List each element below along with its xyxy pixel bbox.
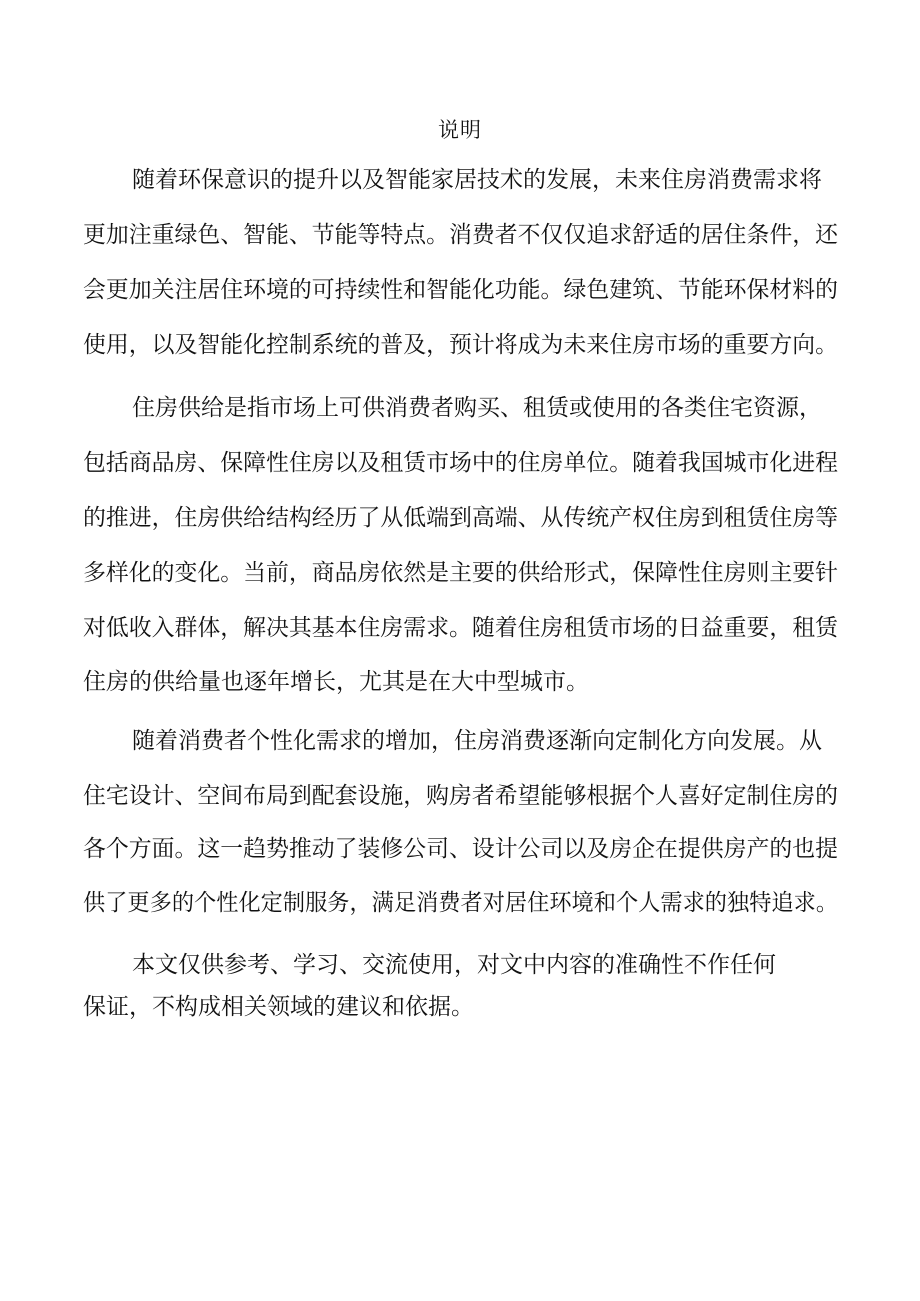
paragraph-line: 住宅设计、空间布局到配套设施，购房者希望能够根据个人喜好定制住房的: [83, 783, 838, 809]
paragraph-line: 会更加关注居住环境的可持续性和智能化功能。绿色建筑、节能环保材料的: [83, 277, 838, 303]
paragraph-line: 随着消费者个性化需求的增加，住房消费逐渐向定制化方向发展。从: [132, 728, 822, 754]
paragraph-line: 住房供给是指市场上可供消费者购买、租赁或使用的各类住宅资源，: [132, 395, 822, 421]
paragraph-line: 多样化的变化。当前，商品房依然是主要的供给形式，保障性住房则主要针: [83, 560, 838, 586]
paragraph-line: 包括商品房、保障性住房以及租赁市场中的住房单位。随着我国城市化进程: [83, 450, 838, 476]
paragraph-line: 住房的供给量也逐年增长，尤其是在大中型城市。: [83, 669, 589, 695]
paragraph-line: 对低收入群体，解决其基本住房需求。随着住房租赁市场的日益重要，租赁: [83, 615, 838, 641]
paragraph-line: 使用，以及智能化控制系统的普及，预计将成为未来住房市场的重要方向。: [83, 332, 838, 358]
document-title: 说明: [438, 118, 482, 142]
paragraph-line: 更加注重绿色、智能、节能等特点。消费者不仅仅追求舒适的居住条件，还: [83, 222, 838, 248]
paragraph-line: 的推进，住房供给结构经历了从低端到高端、从传统产权住房到租赁住房等: [83, 505, 838, 531]
paragraph-line: 随着环保意识的提升以及智能家居技术的发展，未来住房消费需求将: [132, 167, 822, 193]
paragraph-line: 保证，不构成相关领域的建议和依据。: [83, 994, 474, 1020]
paragraph-line: 本文仅供参考、学习、交流使用，对文中内容的准确性不作任何: [132, 952, 776, 978]
paragraph-line: 各个方面。这一趋势推动了装修公司、设计公司以及房企在提供房产的也提: [83, 836, 838, 862]
paragraph-line: 供了更多的个性化定制服务，满足消费者对居住环境和个人需求的独特追求。: [83, 890, 839, 916]
